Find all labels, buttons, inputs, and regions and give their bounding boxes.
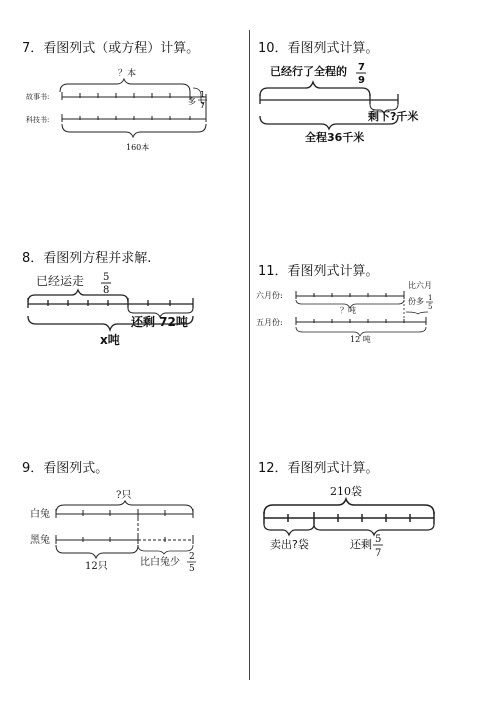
question-11 <box>250 240 500 450</box>
question-7-title: 7．看图列式（或方程）计算。 <box>22 41 200 56</box>
q7-row1-label: 故事书: <box>26 93 50 101</box>
q11-side-label-2: 份多 <box>408 297 424 306</box>
question-10-title: 10．看图列式计算。 <box>258 41 379 56</box>
q12-top-brace <box>264 499 434 514</box>
q12-remain-label: 还剩 <box>350 538 372 551</box>
question-10 <box>250 0 500 240</box>
q7-row2-label: 科技书: <box>26 116 50 124</box>
q8-remain-label: 还剩 72吨 <box>131 315 188 329</box>
question-7-diagram <box>0 0 249 240</box>
q8-frac-num: 5 <box>103 272 110 283</box>
q10-frac-num: 7 <box>358 62 365 73</box>
q8-top-brace <box>28 290 128 302</box>
q8-top-label: 已经运走 <box>36 274 85 288</box>
q11-row1-ticks <box>296 291 404 299</box>
q7-bottom-label: 160本 <box>126 143 150 152</box>
question-12-title: 12．看图列式计算。 <box>258 461 379 476</box>
q8-frac-den: 8 <box>103 285 110 296</box>
q12-sold-label: 卖出?袋 <box>270 538 309 551</box>
question-7 <box>0 0 249 240</box>
question-8-diagram <box>0 240 249 450</box>
question-9 <box>0 450 249 702</box>
q7-frac-num: 1 <box>200 90 206 99</box>
q11-row2-label: 五月份: <box>256 318 283 327</box>
q11-row1-label: 六月份: <box>256 291 283 300</box>
q11-side-label-1: 比六月 <box>408 281 432 290</box>
q7-row2-ticks <box>62 114 206 122</box>
q9-right-brace <box>138 545 193 554</box>
q10-remain-label: 剩下?千米 <box>368 110 419 123</box>
q10-total-label: 全程36千米 <box>305 131 365 144</box>
q12-frac-num: 5 <box>375 534 382 545</box>
q10-frac-den: 9 <box>358 75 365 86</box>
q9-frac-num: 2 <box>189 552 195 562</box>
question-9-diagram <box>0 450 249 702</box>
question-11-diagram <box>250 240 500 450</box>
q7-bottom-brace <box>62 124 206 137</box>
q9-row2-label: 黑兔 <box>30 535 50 546</box>
q12-frac-den: 7 <box>375 548 382 559</box>
q11-frac-den: 5 <box>428 303 433 311</box>
q8-ticks <box>28 298 193 308</box>
q9-top-brace <box>56 501 193 513</box>
question-8 <box>0 240 249 450</box>
q9-bottom-brace <box>56 545 138 558</box>
q9-row1-label: 白兔 <box>30 509 50 520</box>
q9-frac-den: 5 <box>189 564 195 574</box>
q7-row1-ticks <box>62 92 190 100</box>
q9-bottom-label: 12只 <box>85 561 108 572</box>
q12-total-label: 210袋 <box>330 485 362 498</box>
q11-bottom-label: 12 吨 <box>350 335 371 344</box>
q10-top-brace <box>260 82 370 96</box>
q11-frac-num: 1 <box>428 294 433 302</box>
q11-side-brace <box>406 312 428 314</box>
q7-top-brace <box>60 79 190 92</box>
q7-frac-den: 7 <box>200 101 206 110</box>
question-9-title: 9．看图列式。 <box>22 461 109 476</box>
question-10-diagram <box>250 0 500 240</box>
q10-top-label: 已经行了全程的 <box>270 65 347 78</box>
q11-row2-ticks <box>296 317 426 325</box>
q7-total-label: ？本 <box>118 69 137 79</box>
question-11-title: 11．看图列式计算。 <box>258 264 379 279</box>
question-8-title: 8．看图列方程并求解. <box>22 251 152 266</box>
q8-total-label: x吨 <box>100 333 120 347</box>
q9-total-label: ?只 <box>116 490 132 501</box>
q12-remain-brace <box>314 524 434 535</box>
q12-sold-brace <box>264 524 314 535</box>
q7-more-label: 多 <box>188 97 196 106</box>
question-12-diagram <box>250 450 500 702</box>
question-12 <box>250 450 500 702</box>
q11-mid-label: ？吨 <box>340 306 356 315</box>
q9-less-label: 比白兔少 <box>140 557 180 568</box>
